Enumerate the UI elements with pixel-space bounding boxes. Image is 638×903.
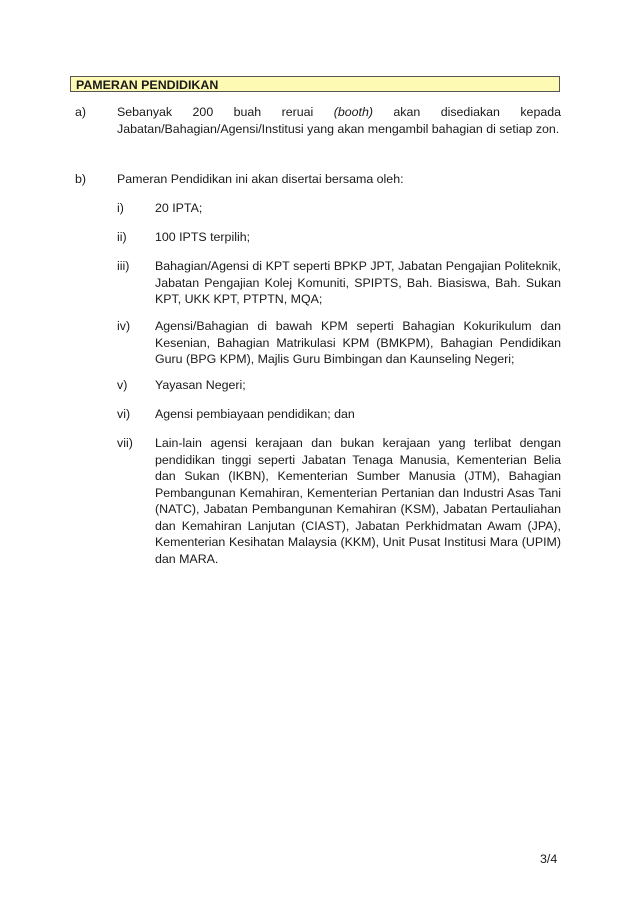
sublist-marker: i) xyxy=(117,201,124,215)
text-run: akan disediakan kepada Jabatan/Bahagian/Agensi/Institusi yang akan mengambil bahagian di setiap zon. xyxy=(117,105,562,136)
page-number: 3/4 xyxy=(540,852,558,866)
section-heading: PAMERAN PENDIDIKAN xyxy=(70,76,560,92)
list-marker: a) xyxy=(75,105,87,119)
list-item-text: Pameran Pendidikan ini akan disertai bersama oleh: xyxy=(117,172,404,186)
sublist-marker: v) xyxy=(117,378,128,392)
sublist-marker: iv) xyxy=(117,319,131,333)
text-run: Sebanyak 200 buah reruai xyxy=(117,105,334,119)
list-marker: b) xyxy=(75,172,87,186)
sublist-item-text: 100 IPTS terpilih; xyxy=(155,230,251,244)
sublist-item-text: Lain-lain agensi kerajaan dan bukan kerajaan yang terlibat dengan pendidikan tinggi seperti Jabatan Tenaga Manusia, Kementerian Belia dan Sukan (IKBN), Kementerian Sumber Manusia (JTM), Bahagian Pembangunan Kemahiran, Kementerian Pertanian dan Industri Asas Tani (NATC), Jabatan Pembangunan Kemahiran (KSM), Jabatan Pertauliahan dan Kemahiran Lanjutan (CIAST), Jabatan Perkhidmatan Awam (JPA), Kementerian Kesihatan Malaysia (KKM), Unit Pusat Institusi Mara (UPIM) dan MARA. xyxy=(155,436,561,566)
sublist-item-text: Agensi/Bahagian di bawah KPM seperti Bahagian Kokurikulum dan Kesenian, Bahagian Matrikulasi KPM (BMKPM), Bahagian Pendidikan Guru (BPG KPM), Majlis Guru Bimbingan dan Kaunseling Negeri; xyxy=(155,319,561,366)
list-item-text xyxy=(117,104,561,137)
sublist-marker: ii) xyxy=(117,230,127,244)
sublist-item-text: Yayasan Negeri; xyxy=(155,378,246,392)
sublist-item-text: 20 IPTA; xyxy=(155,201,203,215)
sublist-item-text: Agensi pembiayaan pendidikan; dan xyxy=(155,407,355,421)
sublist-marker: vii) xyxy=(117,436,133,450)
sublist-marker: iii) xyxy=(117,259,130,273)
sublist-item-text: Bahagian/Agensi di KPT seperti BPKP JPT, Jabatan Pengajian Politeknik, Jabatan Pengajian Kolej Komuniti, SPIPTS, Bah. Biasiswa, Bah. Sukan KPT, UKK KPT, PTPTN, MQA; xyxy=(155,259,561,306)
sublist-marker: vi) xyxy=(117,407,131,421)
text-run-italic: (booth) xyxy=(333,105,373,119)
